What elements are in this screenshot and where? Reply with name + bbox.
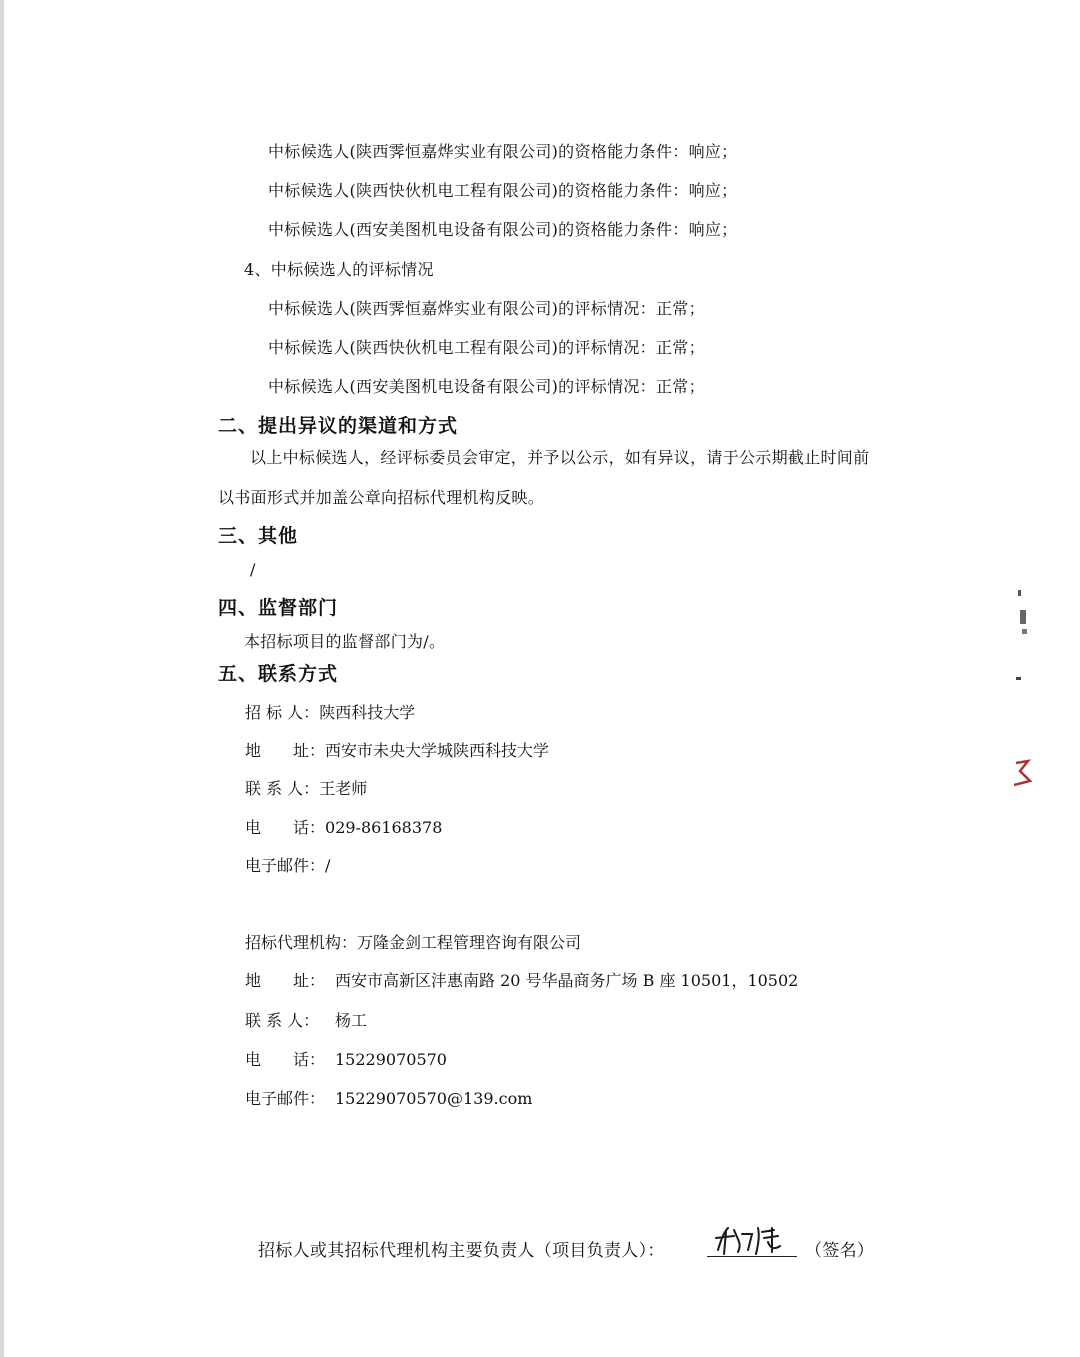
field-value: 万隆金剑工程管理咨询有限公司 — [357, 933, 582, 952]
evaluation-heading: 4、中标候选人的评标情况 — [244, 260, 434, 279]
field-value: 西安市未央大学城陕西科技大学 — [325, 741, 550, 760]
field-label: 联 系 人： — [245, 1011, 320, 1030]
field-value: 王老师 — [319, 779, 368, 798]
field-label: 招 标 人： — [245, 703, 320, 722]
tenderer-address-row — [245, 741, 549, 761]
signature-underline — [707, 1256, 797, 1257]
field-value: / — [325, 856, 331, 875]
signature-prefix: 招标人或其招标代理机构主要负责人（项目负责人）： — [258, 1241, 665, 1261]
evaluation-item: 中标候选人(西安美图机电设备有限公司)的评标情况：正常； — [268, 377, 705, 396]
agency-email-row — [245, 1089, 532, 1109]
field-value: 杨工 — [335, 1011, 368, 1030]
edge-stamp-marks — [1008, 585, 1038, 800]
field-label: 电 话： — [245, 818, 326, 837]
field-value: 西安市高新区沣惠南路 20 号华晶商务广场 B 座 10501，10502 — [335, 971, 799, 990]
field-value: 陕西科技大学 — [319, 703, 416, 722]
evaluation-item: 中标候选人(陕西快伙机电工程有限公司)的评标情况：正常； — [268, 338, 705, 357]
field-label: 联 系 人： — [245, 779, 320, 798]
field-label: 电 话： — [245, 1050, 326, 1069]
supervision-content: 本招标项目的监督部门为/。 — [244, 632, 446, 651]
field-label: 地 址： — [245, 971, 326, 990]
field-label: 招标代理机构： — [245, 933, 358, 952]
objection-paragraph-line: 以上中标候选人，经评标委员会审定，并予以公示，如有异议，请于公示期截止时间前 — [250, 448, 870, 467]
agency-name-row — [245, 933, 581, 953]
field-label: 电子邮件： — [245, 1089, 326, 1108]
field-label: 地 址： — [245, 741, 326, 760]
field-value: 15229070570@139.com — [335, 1089, 533, 1108]
agency-address-row — [245, 971, 798, 991]
objection-paragraph-line: 以书面形式并加盖公章向招标代理机构反映。 — [218, 488, 545, 507]
other-content: / — [250, 560, 256, 579]
field-value: 029-86168378 — [325, 818, 443, 837]
qualification-item: 中标候选人(陕西霁恒嘉烨实业有限公司)的资格能力条件：响应； — [268, 142, 738, 161]
agency-contact-row — [245, 1011, 367, 1031]
field-value: 15229070570 — [335, 1050, 447, 1069]
evaluation-item: 中标候选人(陕西霁恒嘉烨实业有限公司)的评标情况：正常； — [268, 299, 705, 318]
section-heading-contact: 五、联系方式 — [218, 663, 339, 685]
handwritten-signature — [712, 1222, 792, 1258]
field-label: 电子邮件： — [245, 856, 326, 875]
tenderer-contact-row — [245, 779, 367, 799]
tenderer-name-row — [245, 703, 415, 723]
qualification-item: 中标候选人(西安美图机电设备有限公司)的资格能力条件：响应； — [268, 220, 738, 239]
tenderer-email-row — [245, 856, 330, 876]
section-heading-objection: 二、提出异议的渠道和方式 — [218, 415, 459, 437]
tenderer-phone-row — [245, 818, 442, 838]
page-edge — [0, 0, 4, 1357]
signature-suffix: （签名） — [805, 1241, 875, 1261]
qualification-item: 中标候选人(陕西快伙机电工程有限公司)的资格能力条件：响应； — [268, 181, 738, 200]
section-heading-supervision: 四、监督部门 — [218, 597, 339, 619]
section-heading-other: 三、其他 — [218, 525, 299, 547]
agency-phone-row — [245, 1050, 447, 1070]
